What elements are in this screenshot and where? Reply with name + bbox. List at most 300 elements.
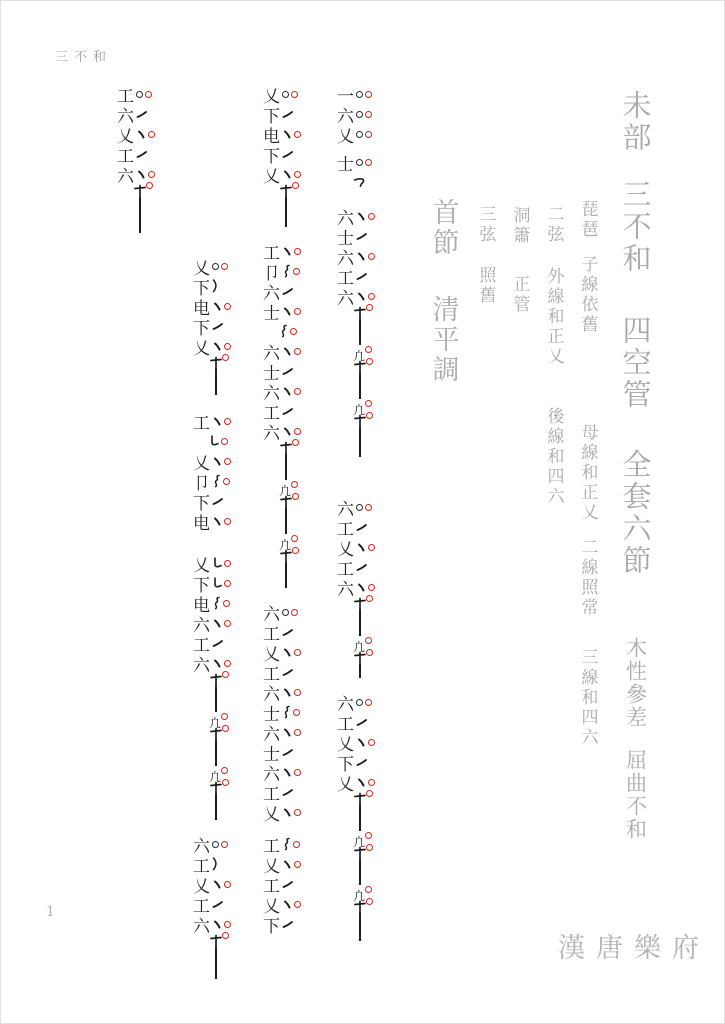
note-marks bbox=[212, 321, 224, 331]
note-char: 凣 bbox=[353, 349, 366, 363]
red-beat-circle-icon bbox=[365, 504, 372, 511]
red-beat-circle-icon bbox=[365, 111, 372, 118]
note-row bbox=[192, 914, 231, 937]
title-column bbox=[614, 90, 656, 841]
note-marks bbox=[212, 496, 224, 506]
note-char: 工 bbox=[337, 268, 354, 289]
red-beat-circle-icon bbox=[291, 481, 298, 488]
note-char: 工 bbox=[117, 86, 134, 107]
red-beat-circle-icon bbox=[368, 739, 375, 746]
rise-mark-icon bbox=[356, 271, 368, 281]
note-marks bbox=[282, 667, 294, 677]
duration-line bbox=[359, 859, 361, 885]
red-beat-circle-icon bbox=[366, 358, 373, 365]
note-marks bbox=[356, 717, 368, 727]
instrument-name: 三弦 bbox=[475, 205, 496, 245]
red-beat-circle-icon bbox=[224, 660, 231, 667]
note-char: 下 bbox=[193, 318, 210, 339]
beat-tick bbox=[280, 441, 293, 454]
note-marks bbox=[356, 582, 375, 593]
dot-mark-icon bbox=[212, 456, 222, 467]
note-char: 六 bbox=[117, 166, 134, 187]
rise-mark-icon bbox=[282, 787, 294, 797]
note-marks bbox=[212, 857, 219, 871]
red-beat-circle-icon bbox=[366, 898, 373, 905]
note-marks bbox=[356, 131, 372, 138]
duration-line bbox=[359, 427, 361, 457]
note-char: 六 bbox=[193, 836, 210, 857]
red-beat-circle-icon bbox=[222, 779, 229, 786]
note-char: 工 bbox=[263, 624, 280, 645]
red-beat-circle-icon bbox=[291, 535, 298, 542]
note-char: 士 bbox=[337, 228, 354, 249]
red-beat-circle-icon bbox=[224, 303, 231, 310]
black-beat-circle-icon bbox=[356, 131, 363, 138]
red-beat-circle-icon bbox=[224, 418, 231, 425]
rise-mark-icon bbox=[212, 899, 224, 909]
duration-line bbox=[285, 508, 287, 534]
note-char: 乂 bbox=[193, 338, 210, 359]
note-marks bbox=[356, 699, 372, 706]
red-beat-circle-icon bbox=[294, 388, 301, 395]
beat-tick bbox=[210, 934, 223, 947]
notation-column-1 bbox=[336, 84, 375, 941]
fan-note bbox=[353, 831, 366, 849]
lcurl-mark-icon bbox=[212, 557, 222, 569]
title-subtitle: 屈曲不和 bbox=[623, 749, 648, 841]
note-char: 六 bbox=[263, 283, 280, 304]
note-marks bbox=[136, 149, 148, 159]
note-char: 六 bbox=[117, 106, 134, 127]
red-beat-circle-icon bbox=[294, 248, 301, 255]
note-row bbox=[336, 286, 375, 309]
note-marks bbox=[356, 737, 375, 748]
note-marks bbox=[282, 91, 298, 98]
note-char: 凣 bbox=[353, 889, 366, 903]
red-beat-circle-icon bbox=[224, 921, 231, 928]
note-char: 士 bbox=[263, 303, 280, 324]
note-char: 乂 bbox=[263, 856, 280, 877]
fan-note bbox=[353, 885, 366, 903]
duration-line bbox=[359, 319, 361, 345]
note-marks bbox=[282, 246, 301, 257]
note-char: 工 bbox=[263, 243, 280, 264]
duration-line bbox=[359, 373, 361, 399]
note-marks bbox=[212, 841, 228, 848]
note-char: 六 bbox=[263, 604, 280, 625]
note-char: 六 bbox=[263, 684, 280, 705]
black-beat-circle-icon bbox=[136, 91, 143, 98]
note-char: 乂 bbox=[193, 876, 210, 897]
red-beat-circle-icon bbox=[294, 689, 301, 696]
duration-line bbox=[215, 947, 217, 979]
dot-mark-icon bbox=[282, 246, 292, 257]
note-char: 六 bbox=[337, 106, 354, 127]
dot-mark-icon bbox=[356, 251, 366, 262]
note-marks bbox=[279, 324, 297, 338]
note-marks bbox=[282, 767, 301, 778]
duration-line bbox=[215, 740, 217, 766]
note-char: 下 bbox=[263, 146, 280, 167]
instruction-text: 母線和正乂 bbox=[577, 423, 598, 523]
red-beat-circle-icon bbox=[294, 729, 301, 736]
red-beat-circle-icon bbox=[291, 609, 298, 616]
black-beat-circle-icon bbox=[356, 699, 363, 706]
red-beat-circle-icon bbox=[222, 932, 229, 939]
red-beat-circle-icon bbox=[368, 213, 375, 220]
instruction-column-erxian bbox=[542, 205, 564, 507]
instrument-name: 二弦 bbox=[543, 205, 564, 245]
note-char: 乂 bbox=[263, 896, 280, 917]
note-marks bbox=[356, 777, 375, 788]
dot-mark-icon bbox=[356, 542, 366, 553]
red-beat-circle-icon bbox=[224, 518, 231, 525]
note-char: 卩 bbox=[263, 263, 280, 284]
note-marks bbox=[282, 859, 301, 870]
note-marks bbox=[356, 271, 368, 281]
dot-mark-icon bbox=[212, 919, 222, 930]
beat-tick bbox=[210, 781, 223, 794]
note-char: 凣 bbox=[279, 484, 292, 498]
dot-mark-icon bbox=[282, 807, 292, 818]
instruction-text: 二線照常 bbox=[577, 538, 598, 618]
dot-mark-icon bbox=[282, 169, 292, 180]
duration-stem bbox=[280, 441, 293, 588]
red-beat-circle-icon bbox=[294, 428, 301, 435]
note-char: 乂 bbox=[193, 453, 210, 474]
red-beat-circle-icon bbox=[294, 348, 301, 355]
dot-mark-icon bbox=[212, 658, 222, 669]
note-char: 六 bbox=[337, 248, 354, 269]
note-marks bbox=[212, 516, 231, 527]
note-char: 士 bbox=[263, 363, 280, 384]
note-marks bbox=[282, 149, 294, 159]
duration-stem bbox=[354, 306, 367, 457]
dot-mark-icon bbox=[356, 211, 366, 222]
note-marks bbox=[136, 109, 148, 119]
red-beat-circle-icon bbox=[366, 790, 373, 797]
note-char: 乂 bbox=[193, 258, 210, 279]
note-marks bbox=[282, 169, 301, 180]
note-char: 凣 bbox=[209, 770, 222, 784]
fan-note bbox=[353, 636, 366, 654]
note-char: 工 bbox=[263, 836, 280, 857]
black-beat-circle-icon bbox=[356, 504, 363, 511]
note-row bbox=[336, 772, 375, 795]
note-row bbox=[262, 421, 301, 444]
instruction-column-sanxian bbox=[474, 205, 496, 306]
rise-mark-icon bbox=[356, 757, 368, 767]
duration-stem bbox=[134, 184, 147, 233]
duration-line bbox=[359, 913, 361, 941]
note-marks bbox=[282, 264, 300, 278]
note-char: 下 bbox=[193, 278, 210, 299]
note-char: 下 bbox=[193, 493, 210, 514]
note-marks bbox=[212, 899, 224, 909]
note-marks bbox=[282, 647, 301, 658]
red-beat-circle-icon bbox=[145, 91, 152, 98]
note-char: 六 bbox=[337, 499, 354, 520]
note-marks bbox=[282, 919, 294, 929]
red-beat-circle-icon bbox=[368, 779, 375, 786]
dot-mark-icon bbox=[212, 618, 222, 629]
rise-mark-icon bbox=[282, 109, 294, 119]
note-marks bbox=[356, 757, 368, 767]
red-beat-circle-icon bbox=[292, 493, 299, 500]
duration-line bbox=[285, 197, 287, 227]
note-char: 电 bbox=[193, 298, 210, 319]
title-part: 未部 bbox=[618, 90, 653, 154]
note-marks bbox=[212, 618, 231, 629]
red-beat-circle-icon bbox=[368, 253, 375, 260]
red-beat-circle-icon bbox=[221, 438, 228, 445]
note-char: 工 bbox=[193, 635, 210, 656]
red-beat-circle-icon bbox=[293, 709, 300, 716]
dot-mark-icon bbox=[212, 516, 222, 527]
red-beat-circle-icon bbox=[223, 600, 230, 607]
note-char: 电 bbox=[193, 513, 210, 534]
rise-mark-icon bbox=[212, 496, 224, 506]
note-char: 工 bbox=[263, 403, 280, 424]
beat-tick bbox=[280, 184, 293, 197]
red-beat-circle-icon bbox=[222, 354, 229, 361]
dot-mark-icon bbox=[282, 426, 292, 437]
rise-mark-icon bbox=[282, 627, 294, 637]
note-marks bbox=[356, 231, 368, 241]
note-marks bbox=[282, 807, 301, 818]
dot-mark-icon bbox=[356, 582, 366, 593]
rise-mark-icon bbox=[356, 522, 368, 532]
duration-stem bbox=[354, 792, 367, 941]
note-marks bbox=[212, 919, 231, 930]
duration-stem bbox=[354, 597, 367, 678]
note-marks bbox=[356, 159, 372, 166]
beat-tick bbox=[354, 792, 367, 805]
note-marks bbox=[356, 542, 375, 553]
note-char: 工 bbox=[193, 896, 210, 917]
dot-mark-icon bbox=[282, 647, 292, 658]
dot-mark-icon bbox=[212, 341, 222, 352]
instruction-column-dongxiao bbox=[508, 206, 530, 315]
red-beat-circle-icon bbox=[224, 881, 231, 888]
note-marks bbox=[282, 109, 294, 119]
red-beat-circle-icon bbox=[291, 91, 298, 98]
note-char: 乂 bbox=[117, 126, 134, 147]
title-part: 全套六節 bbox=[618, 449, 653, 577]
dot-mark-icon bbox=[282, 767, 292, 778]
duration-stem bbox=[210, 934, 223, 979]
red-beat-circle-icon bbox=[365, 699, 372, 706]
note-char: 六 bbox=[263, 343, 280, 364]
duration-stem bbox=[280, 184, 293, 227]
note-marks bbox=[212, 341, 231, 352]
red-beat-circle-icon bbox=[368, 584, 375, 591]
note-marks bbox=[282, 386, 301, 397]
dot-mark-icon bbox=[356, 777, 366, 788]
red-beat-circle-icon bbox=[294, 769, 301, 776]
red-beat-circle-icon bbox=[365, 159, 372, 166]
rise-mark-icon bbox=[282, 747, 294, 757]
red-beat-circle-icon bbox=[290, 328, 297, 335]
fan-note bbox=[279, 480, 292, 498]
note-char: 凣 bbox=[279, 538, 292, 552]
red-beat-circle-icon bbox=[365, 91, 372, 98]
note-marks bbox=[212, 456, 231, 467]
title-part: 四空管 bbox=[618, 315, 653, 411]
instrument-name: 洞簫 bbox=[509, 206, 530, 246]
red-beat-circle-icon bbox=[294, 131, 301, 138]
red-beat-circle-icon bbox=[224, 560, 231, 567]
note-char: 六 bbox=[263, 383, 280, 404]
ornament-row bbox=[336, 172, 366, 192]
rise-mark-icon bbox=[356, 717, 368, 727]
black-beat-circle-icon bbox=[282, 91, 289, 98]
curl-mark-icon bbox=[282, 264, 291, 278]
note-marks bbox=[212, 557, 231, 569]
note-marks bbox=[353, 176, 366, 189]
note-marks bbox=[282, 366, 294, 376]
note-char: 乂 bbox=[337, 774, 354, 795]
note-char: 乂 bbox=[263, 166, 280, 187]
rise-mark-icon bbox=[136, 109, 148, 119]
duration-line bbox=[139, 197, 141, 233]
note-marks bbox=[356, 522, 368, 532]
red-beat-circle-icon bbox=[294, 649, 301, 656]
dot-mark-icon bbox=[356, 737, 366, 748]
instruction-text: 照舊 bbox=[475, 266, 496, 306]
note-row bbox=[336, 124, 372, 147]
note-marks bbox=[282, 879, 294, 889]
rise-mark-icon bbox=[282, 149, 294, 159]
beat-tick bbox=[354, 414, 367, 427]
beat-tick bbox=[280, 549, 293, 562]
beat-tick bbox=[210, 673, 223, 686]
note-char: 凣 bbox=[353, 403, 366, 417]
dot-mark-icon bbox=[212, 301, 222, 312]
note-char: 六 bbox=[193, 916, 210, 937]
note-row bbox=[192, 653, 231, 676]
rise-mark-icon bbox=[356, 231, 368, 241]
note-marks bbox=[356, 91, 372, 98]
black-beat-circle-icon bbox=[212, 263, 219, 270]
dot-mark-icon bbox=[136, 169, 146, 180]
note-marks bbox=[136, 169, 155, 180]
dot-mark-icon bbox=[282, 859, 292, 870]
rise-mark-icon bbox=[212, 638, 224, 648]
note-char: 乂 bbox=[337, 734, 354, 755]
note-char: 下 bbox=[337, 754, 354, 775]
beat-tick bbox=[134, 184, 147, 197]
note-marks bbox=[282, 687, 301, 698]
note-marks bbox=[282, 705, 300, 719]
rise-mark-icon bbox=[212, 321, 224, 331]
note-marks bbox=[356, 562, 368, 572]
red-beat-circle-icon bbox=[148, 131, 155, 138]
note-char: 工 bbox=[337, 714, 354, 735]
dot-mark-icon bbox=[282, 899, 292, 910]
note-char: 凣 bbox=[209, 716, 222, 730]
fan-note bbox=[353, 345, 366, 363]
duration-line bbox=[285, 454, 287, 480]
duration-line bbox=[359, 805, 361, 831]
duration-stem bbox=[210, 356, 223, 395]
note-char: 工 bbox=[337, 519, 354, 540]
dot-mark-icon bbox=[282, 687, 292, 698]
red-beat-circle-icon bbox=[365, 400, 372, 407]
red-beat-circle-icon bbox=[368, 293, 375, 300]
red-beat-circle-icon bbox=[294, 901, 301, 908]
red-beat-circle-icon bbox=[148, 171, 155, 178]
note-marks bbox=[212, 577, 231, 589]
note-char: 士 bbox=[337, 154, 354, 175]
note-marks bbox=[282, 346, 301, 357]
note-char: 六 bbox=[263, 764, 280, 785]
red-beat-circle-icon bbox=[292, 182, 299, 189]
black-beat-circle-icon bbox=[356, 91, 363, 98]
red-beat-circle-icon bbox=[222, 671, 229, 678]
beat-tick bbox=[210, 727, 223, 740]
red-beat-circle-icon bbox=[365, 637, 372, 644]
note-char: 工 bbox=[337, 559, 354, 580]
note-char: 工 bbox=[117, 146, 134, 167]
note-char: 下 bbox=[193, 575, 210, 596]
red-beat-circle-icon bbox=[366, 595, 373, 602]
duration-line bbox=[359, 664, 361, 678]
phrase-gap bbox=[336, 457, 337, 497]
red-beat-circle-icon bbox=[365, 346, 372, 353]
curl-mark-icon bbox=[279, 324, 288, 338]
note-char: 工 bbox=[263, 784, 280, 805]
note-row bbox=[192, 411, 231, 434]
note-char: 工 bbox=[193, 856, 210, 877]
black-beat-circle-icon bbox=[212, 841, 219, 848]
note-marks bbox=[212, 279, 219, 293]
beat-tick bbox=[354, 900, 367, 913]
note-char: 凣 bbox=[353, 835, 366, 849]
red-beat-circle-icon bbox=[365, 131, 372, 138]
note-marks bbox=[282, 609, 298, 616]
curl-mark-icon bbox=[212, 474, 221, 488]
fan-note bbox=[279, 534, 292, 552]
note-char: 六 bbox=[263, 423, 280, 444]
instrument-name: 琵琶 bbox=[577, 200, 598, 240]
note-marks bbox=[282, 286, 294, 296]
title-subtitle: 木性參差 bbox=[623, 637, 648, 729]
red-beat-circle-icon bbox=[294, 171, 301, 178]
instruction-text: 三線和四六 bbox=[577, 648, 598, 748]
note-marks bbox=[282, 406, 294, 416]
lcurl-mark-icon bbox=[212, 577, 222, 589]
red-beat-circle-icon bbox=[224, 620, 231, 627]
note-marks bbox=[136, 91, 152, 98]
note-row bbox=[262, 802, 301, 825]
note-row bbox=[116, 164, 155, 187]
red-beat-circle-icon bbox=[146, 182, 153, 189]
note-marks bbox=[212, 416, 231, 427]
beat-tick bbox=[354, 360, 367, 373]
instruction-text: 子線依舊 bbox=[577, 255, 598, 335]
note-marks bbox=[282, 787, 294, 797]
red-beat-circle-icon bbox=[366, 412, 373, 419]
note-marks bbox=[212, 596, 230, 610]
note-marks bbox=[282, 627, 294, 637]
note-marks bbox=[282, 727, 301, 738]
instruction-text: 外線和正乂 bbox=[543, 267, 564, 367]
black-beat-circle-icon bbox=[356, 159, 363, 166]
red-beat-circle-icon bbox=[224, 580, 231, 587]
red-beat-circle-icon bbox=[368, 544, 375, 551]
note-marks bbox=[212, 638, 224, 648]
